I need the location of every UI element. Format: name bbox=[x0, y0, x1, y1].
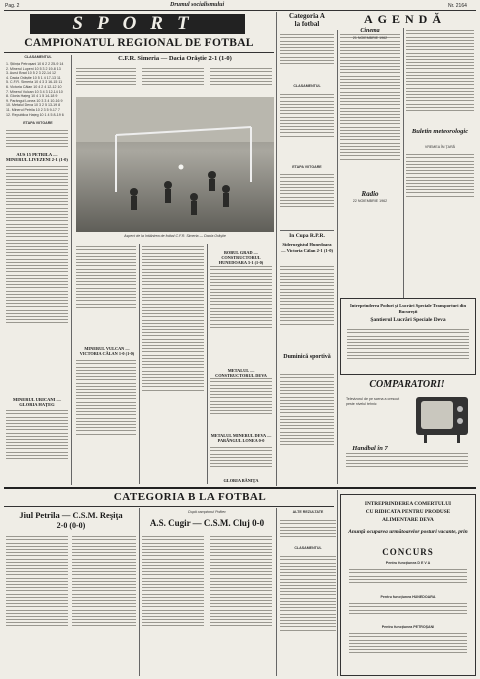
standings-row: 7. Minerul Vulcan 10 3 4 3 12-14 10 bbox=[6, 89, 63, 94]
standings-row: 10. Metalul Deva 10 3 2 5 13-19 8 bbox=[6, 103, 61, 108]
text-column bbox=[280, 518, 336, 539]
comparatori-ad bbox=[340, 377, 474, 485]
standings-row: 11. Minerul Petrila 10 2 3 5 9-17 7 bbox=[6, 107, 60, 112]
agenda-banner-text: AGENDĂ bbox=[363, 11, 446, 26]
text-column bbox=[210, 376, 272, 416]
tv-icon bbox=[414, 395, 470, 445]
standings-column bbox=[280, 92, 334, 139]
standings-row: 9. Parângul Lonea 10 3 3 4 10-16 9 bbox=[6, 98, 63, 103]
cupa-match: Siderurgistul Hunedoara — Victoria Călan 2-1 (1-0) bbox=[280, 242, 334, 253]
intreprinderea-title: Intreprinderea Poduri și Lucrări Speciale Transporturi din București bbox=[349, 303, 467, 314]
match-heading-right-4: GLORIA BĂNIŢA bbox=[223, 478, 259, 483]
tv-caption: Televizorul de pe scena a crescut peste nivelul tehnic bbox=[346, 397, 400, 406]
alte-rezultate: ALTE REZULTATE bbox=[292, 510, 324, 514]
cinema-date: 21 NOIEMBRIE 1962 bbox=[352, 36, 388, 40]
photo-caption: Aspect de la întâlnirea de fotbal C.F.R. Simeria — Dacia Orăştie bbox=[124, 234, 226, 238]
match-jiul-resita: Jiul Petrila — C.S.M. Reşiţa bbox=[19, 510, 123, 520]
text-column bbox=[6, 128, 68, 149]
comert-ad-line1: INTREPRINDEREA COMERTULUI bbox=[364, 501, 452, 507]
text-column bbox=[142, 534, 204, 629]
comert-ad-line4: Anunţă ocuparea următoarelor posturi vacante, prin bbox=[348, 529, 468, 535]
text-column bbox=[406, 28, 474, 113]
etapa-label: ETAPA VIITOARE bbox=[23, 121, 53, 125]
text-column bbox=[280, 372, 334, 448]
categoria-a-clasament: CLASAMENTUL bbox=[293, 84, 321, 88]
agenda-banner bbox=[335, 13, 475, 25]
text-column bbox=[72, 534, 136, 629]
radio-date: 22 NOIEMBRIE 1962 bbox=[352, 199, 388, 203]
standings-row: 6. Victoria Călan 10 4 2 4 12-12 10 bbox=[6, 84, 62, 89]
categoria-a-etapa: ETAPA VIITOARE bbox=[292, 165, 322, 169]
text-column bbox=[340, 32, 400, 162]
match-heading-left-2: MINERUL URICANI — GLORIA HAŢEG bbox=[12, 397, 61, 407]
issue-number: Nr. 2164 bbox=[448, 3, 467, 9]
handbal-title: Handbal în 7 bbox=[352, 445, 388, 452]
sport-banner bbox=[30, 14, 245, 34]
functie-deva: Pentru funcţiunea D E V A bbox=[385, 561, 431, 565]
text-column bbox=[349, 631, 467, 656]
text-column bbox=[142, 244, 204, 393]
match-cugir-cluj: A.S. Cugir — C.S.M. Cluj 0-0 bbox=[149, 518, 265, 528]
match-photo-graphic bbox=[76, 97, 274, 232]
text-column bbox=[210, 534, 272, 629]
text-column bbox=[6, 408, 68, 461]
comert-ad bbox=[340, 494, 476, 676]
standings-row: 8. Gloria Hațeg 10 4 1 5 14-18 9 bbox=[6, 94, 58, 99]
standings-row: 4. Dacia Orăștie 10 5 1 4 17-13 11 bbox=[6, 75, 61, 80]
text-column bbox=[346, 451, 468, 469]
cinema-title: Cinema bbox=[360, 28, 380, 34]
standings-list bbox=[6, 62, 70, 117]
categoria-b-headline: CATEGORIA B LA FOTBAL bbox=[113, 491, 267, 503]
standings-row: 2. Minerul Lupeni 10 5 3 2 19-8 13 bbox=[6, 66, 61, 71]
standings-row: 12. Republica Hațeg 10 1 4 5 8-19 6 bbox=[6, 112, 64, 117]
text-column bbox=[406, 152, 474, 199]
text-column bbox=[76, 358, 136, 437]
comert-ad-line2: CU RIDICATA PENTRU PRODUSE bbox=[365, 509, 451, 515]
match-heading-right-2: METALUL — CONSTRUCTORUL DEVA bbox=[215, 368, 267, 378]
text-column bbox=[6, 534, 68, 629]
categoria-b-clasament: CLASAMENTUL bbox=[294, 546, 322, 550]
match-jiul-resita-score: 2-0 (0-0) bbox=[56, 521, 86, 530]
buletin-title: Buletin meteorologic bbox=[411, 128, 469, 135]
clasament-label: CLASAMENTUL bbox=[24, 55, 52, 59]
sport-headline: CAMPIONATUL REGIONAL DE FOTBAL bbox=[24, 37, 254, 49]
standings-column bbox=[280, 554, 336, 633]
text-column bbox=[142, 66, 204, 87]
santier-title: Şantierul Lucrări Speciale Deva bbox=[370, 317, 446, 323]
categoria-a-title bbox=[280, 12, 334, 28]
standings-row: 3. Aurul Brad 10 5 2 3 22-14 12 bbox=[6, 71, 56, 76]
text-column bbox=[210, 66, 272, 87]
text-column bbox=[210, 445, 272, 470]
functie-petrosani: Pentru funcţiunea PETROŞANI bbox=[381, 625, 435, 629]
standings-row: 1. Știința Petroșani 10 6 2 2 25-9 14 bbox=[6, 62, 64, 66]
page-number: Pag. 2 bbox=[5, 3, 20, 9]
match-photo bbox=[76, 97, 274, 232]
text-column bbox=[280, 32, 334, 66]
match-heading-right-1: BOBUL GRAD — CONSTRUCTORUL HUNEDOARA 3-1 (1-0) bbox=[218, 250, 264, 265]
match-heading-left: AUS 15 PETRILA — MINERUL LIVEZENI 2-1 (1-0) bbox=[6, 152, 68, 162]
match-heading-right-3: METALUL MINERUL DEVA — PARÂNGUL LONEA 0-0 bbox=[210, 433, 272, 443]
cupa-title: In Cupa R.P.R. bbox=[289, 233, 325, 239]
standings-row: 5. C.F.R. Simeria 10 4 3 3 16-15 11 bbox=[6, 80, 63, 85]
text-column bbox=[280, 172, 334, 209]
text-column bbox=[76, 244, 136, 310]
concurs-title: CONCURS bbox=[382, 547, 434, 557]
main-match-title: C.F.R. Simeria — Dacia Orăştie 2-1 (1-0) bbox=[118, 55, 232, 62]
santier-ad bbox=[340, 298, 476, 375]
buletin-date: VREMEA ÎN ŢARĂ bbox=[424, 145, 456, 149]
categoria-a-title-line2: la fotbal bbox=[294, 20, 320, 28]
categoria-b-sub-label: După campionul Politec bbox=[188, 510, 226, 514]
text-column bbox=[76, 66, 136, 87]
match-heading-mid-1: MINERUL VULCAN — VICTORIA CĂLAN 1-0 (1-0) bbox=[79, 346, 135, 356]
duminica-sportiva: Duminică sportivă bbox=[283, 354, 331, 360]
sport-banner-text: SPORT bbox=[72, 13, 203, 34]
comert-ad-line3: ALIMENTARE DEVA bbox=[382, 517, 434, 523]
newspaper-title: Drumul socialismului bbox=[170, 2, 225, 8]
text-column bbox=[280, 264, 334, 327]
comparatori-title: COMPARATORI! bbox=[369, 379, 445, 390]
text-column bbox=[349, 601, 467, 616]
text-column bbox=[6, 164, 68, 326]
categoria-a-title-line1: Categoria A bbox=[289, 12, 325, 20]
functie-hunedoara: Pentru funcţiunea HUNEDOARA bbox=[380, 595, 436, 599]
radio-title: Radio bbox=[361, 190, 379, 198]
text-column bbox=[349, 567, 467, 585]
text-column bbox=[210, 264, 272, 330]
text-column bbox=[347, 327, 469, 361]
